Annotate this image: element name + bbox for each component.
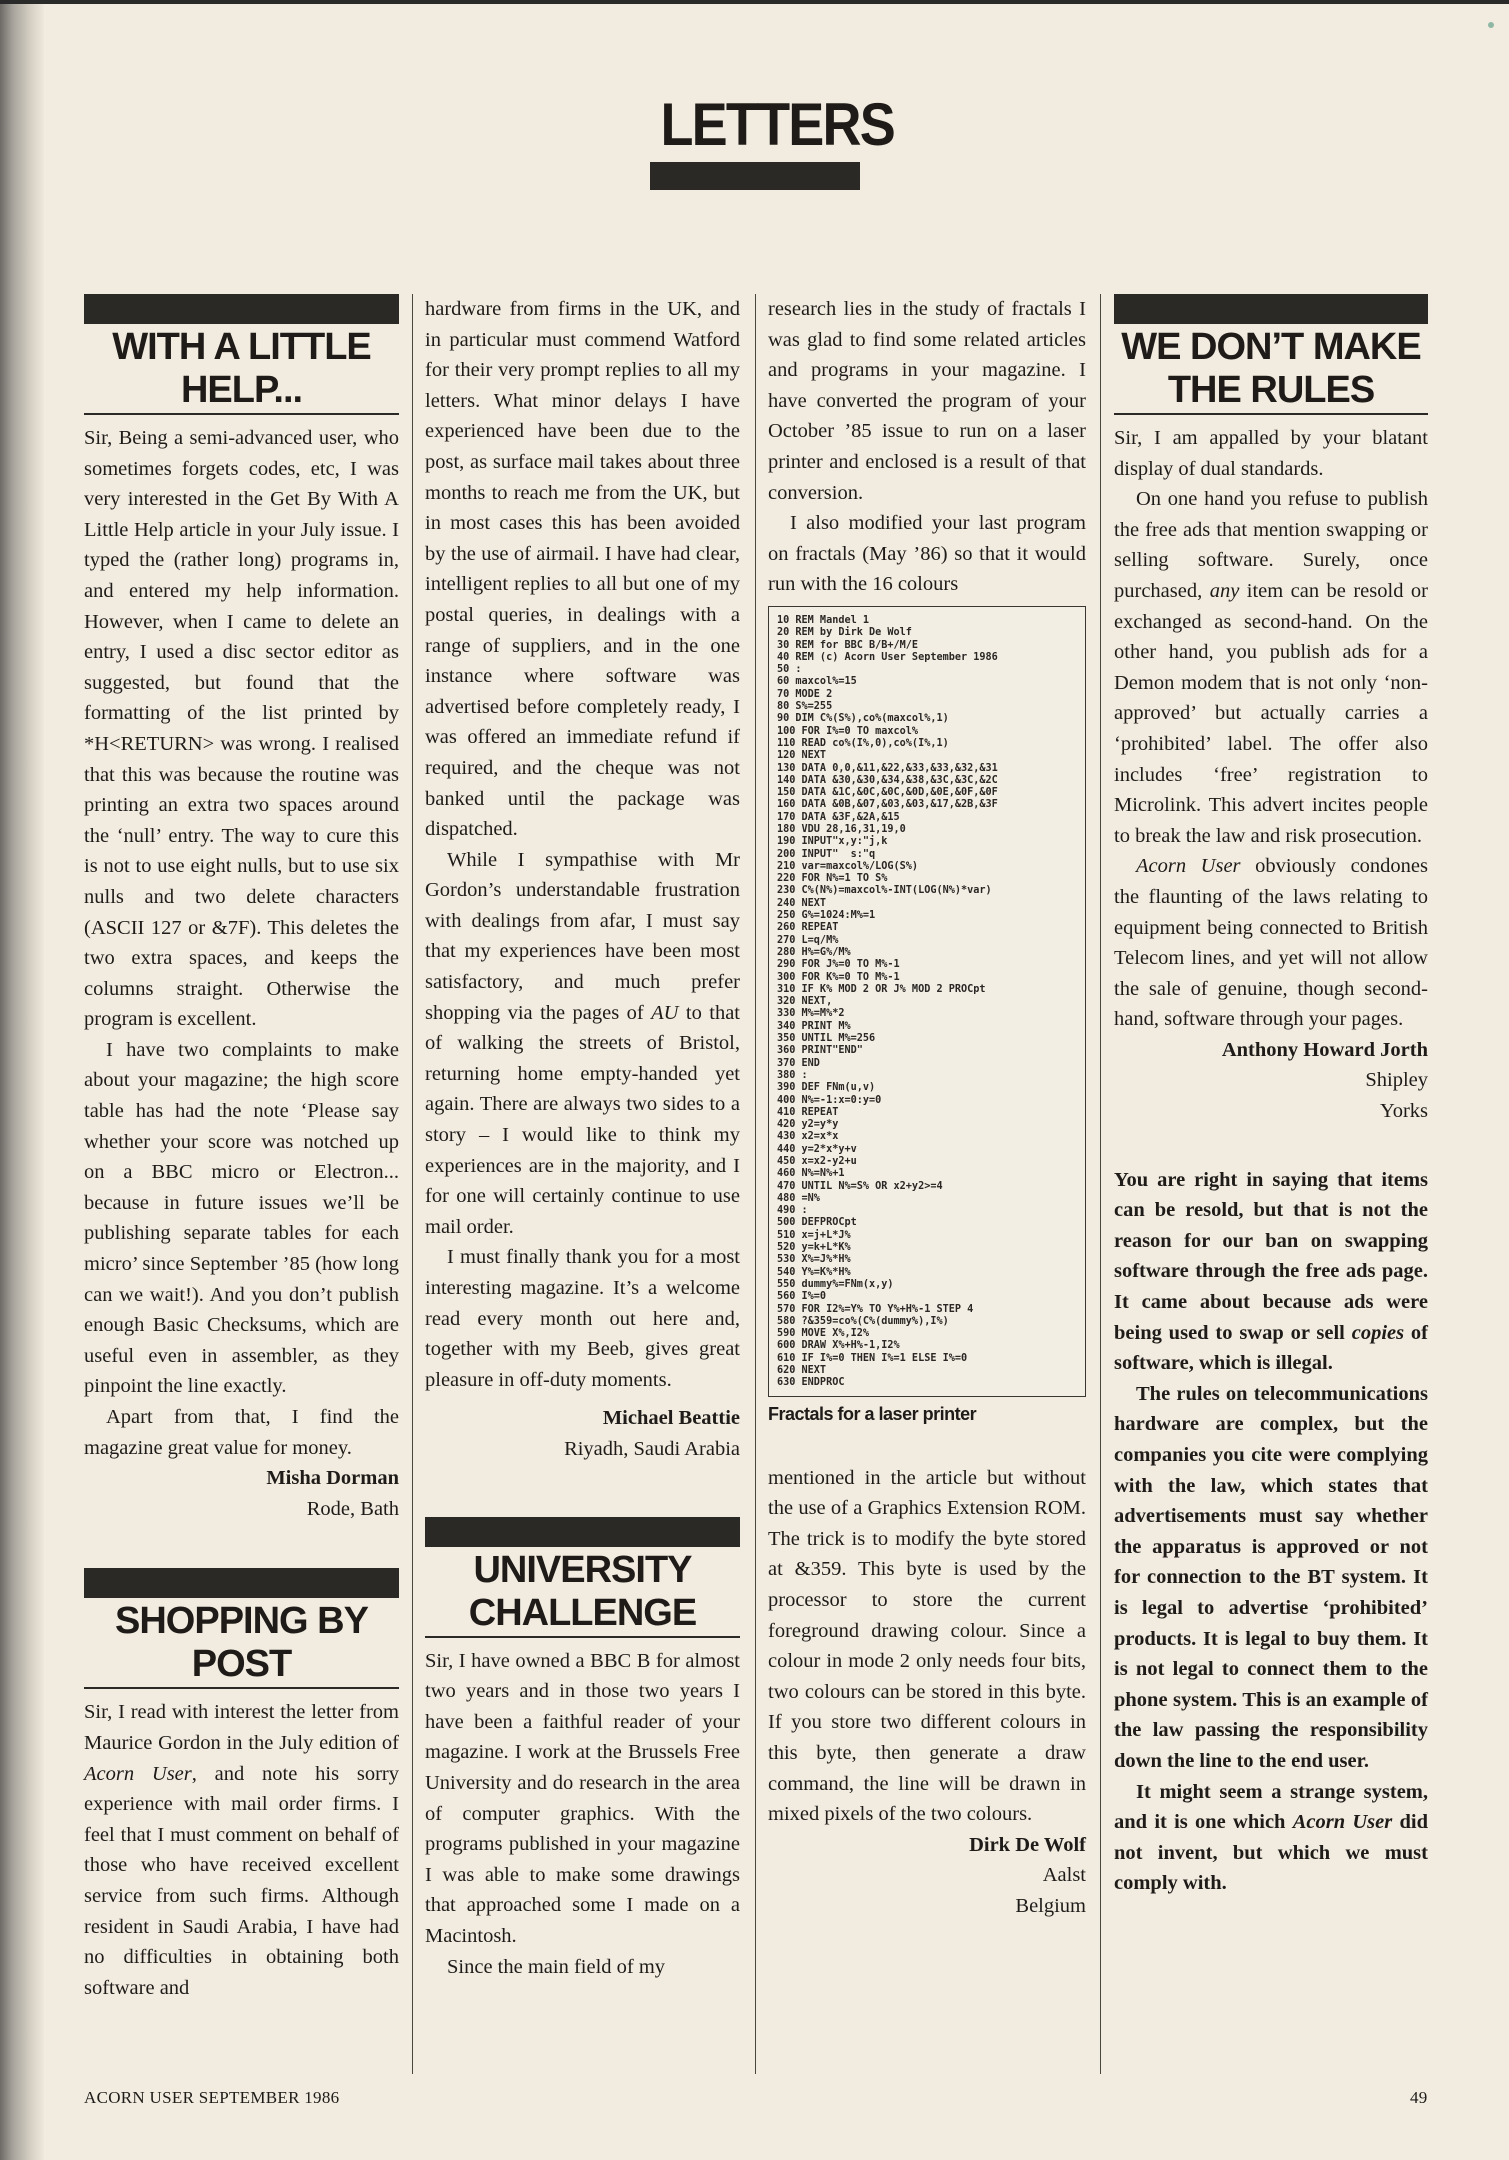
listing-line: 370 END <box>777 1057 820 1069</box>
column-2 <box>425 294 740 2084</box>
shopping-paragraph-3: I must finally thank you for a most interesting magazine. It’s a welcome read every month out here and, together with my Beeb, gives great pleasure in off-duty moments. <box>425 1246 740 1391</box>
column-3 <box>768 294 1086 2084</box>
heading-bar <box>84 1568 399 1598</box>
heading-text: SHOPPING BY POST <box>84 1598 399 1689</box>
university-paragraph-3: I also modified your last program on fractals (May ’86) so that it would run with the 16 colours <box>768 512 1086 596</box>
listing-line: 390 DEF FNm(u,v) <box>777 1082 876 1094</box>
listing-line: 550 dummy%=FNm(x,y) <box>777 1278 894 1290</box>
rules-paragraph-3: Acorn User obviously condones the flaunting of the laws relating to equipment being connected to British Telecom lines, and yet will not allow the sale of genuine, though second-hand, software through your pages. <box>1114 855 1428 1031</box>
listing-line: 70 MODE 2 <box>777 688 833 700</box>
listing-line: 170 DATA &3F,&2A,&15 <box>777 811 900 823</box>
listing-line: 610 IF I%=0 THEN I%=1 ELSE I%=0 <box>777 1352 968 1364</box>
rules-author: Anthony Howard Jorth <box>1221 1038 1428 1061</box>
rules-paragraph-1: Sir, I am appalled by your blatant display of dual standards. <box>1114 427 1428 480</box>
shopping-author: Michael Beattie <box>602 1407 740 1430</box>
column-rule <box>412 294 413 2074</box>
rules-paragraph-2: On one hand you refuse to publish the free ads that mention swapping or selling software. Surely, once purchased, any item can be resold or exchanged as second-hand. On the other hand, you publish ads for a Demon modem that is not only ‘non-approved’ but actually carries a ‘prohibited’ label. The offer also includes ‘free’ registration to Microlink. This advert incites people to break the law and risk prosecution. <box>1114 488 1428 847</box>
listing-line: 530 X%=J%*H% <box>777 1254 851 1266</box>
listing-line: 310 IF K% MOD 2 OR J% MOD 2 PROCpt <box>777 983 986 995</box>
help-paragraph-3: Apart from that, I find the magazine great value for money. <box>84 1406 399 1459</box>
heading-text: UNIVERSITY CHALLENGE <box>425 1547 740 1638</box>
listing-line: 20 REM by Dirk De Wolf <box>777 627 912 639</box>
listing-line: 510 x=j+L*J% <box>777 1229 851 1241</box>
print-dot <box>1488 22 1494 28</box>
university-author: Dirk De Wolf <box>969 1833 1086 1856</box>
footer-page-number: 49 <box>1410 2088 1428 2107</box>
column-rule <box>755 294 756 2074</box>
heading-text: WE DON’T MAKE THE RULES <box>1114 324 1428 415</box>
listing-line: 540 Y%=K%*H% <box>777 1266 851 1278</box>
listing-line: 10 REM Mandel 1 <box>777 614 870 626</box>
listing-line: 260 REPEAT <box>777 922 839 934</box>
listing-line: 190 INPUT"x,y:"j,k <box>777 836 888 848</box>
listing-line: 300 FOR K%=0 TO M%-1 <box>777 971 900 983</box>
top-border <box>0 0 1509 4</box>
listing-line: 340 PRINT M% <box>777 1020 851 1032</box>
editor-reply-3: It might seem a strange system, and it is one which Acorn User did not invent, but which we must comply with. <box>1114 1780 1429 1895</box>
heading-bar <box>425 1517 740 1547</box>
listing-line: 570 FOR I2%=Y% TO Y%+H%-1 STEP 4 <box>777 1303 974 1315</box>
university-paragraph-3-continued: mentioned in the article but without the use of a Graphics Extension ROM. The trick is to modify the byte stored at &359. This byte is used by the processor to store the current foreground drawing colour. Since a colour in mode 2 only needs four bits, two colours can be stored in this byte. If you store two different colours in this byte, then generate a draw command, the line will be drawn in mixed pixels of the two colours. <box>768 1466 1086 1826</box>
listing-line: 80 S%=255 <box>777 701 833 713</box>
listing-caption: Fractals for a laser printer <box>768 1403 977 1424</box>
listing-line: 470 UNTIL N%=S% OR x2+y2>=4 <box>777 1180 943 1192</box>
listing-line: 100 FOR I%=0 TO maxcol% <box>777 725 919 737</box>
listing-line: 520 y=k+L*K% <box>777 1242 851 1254</box>
help-paragraph-1: Sir, Being a semi-advanced user, who sometimes forgets codes, etc, I was very interested in the Get By With A Little Help article in your July issue. I typed the (rather long) programs in, and entered my help information. However, when I came to delete an entry, I used a disc sector editor as suggested, but found that the formatting of the list printed by *H<RETURN> was wrong. I realised that this was because the routine was printing an extra two spaces around the ‘null’ entry. The way to cure this is not to use eight nulls, but to use six nulls and two delete characters (ASCII 127 or &7F). This deletes the two extra spaces, and keeps the columns straight. Otherwise the program is excellent. <box>84 427 399 1031</box>
listing-line: 120 NEXT <box>777 750 827 762</box>
listing-line: 500 DEFPROCpt <box>777 1217 857 1229</box>
university-paragraph-2: Since the main field of my <box>447 1955 666 1978</box>
listing-line: 160 DATA &0B,&07,&03,&03,&17,&2B,&3F <box>777 799 998 811</box>
title-bar <box>650 162 860 190</box>
shopping-place: Riyadh, Saudi Arabia <box>564 1437 740 1460</box>
listing-line: 460 N%=N%+1 <box>777 1168 845 1180</box>
listing-line: 210 var=maxcol%/LOG(S%) <box>777 860 919 872</box>
heading-text: WITH A LITTLE HELP... <box>84 324 399 415</box>
university-place-1: Aalst <box>1042 1864 1086 1887</box>
help-author: Misha Dorman <box>266 1467 399 1490</box>
listing-line: 580 ?&359=co%(C%(dummy%),I%) <box>777 1315 949 1327</box>
listing-line: 410 REPEAT <box>777 1106 839 1118</box>
listing-line: 620 NEXT <box>777 1365 827 1377</box>
listing-line: 430 x2=x*x <box>777 1131 839 1143</box>
listing-line: 560 I%=0 <box>777 1291 827 1303</box>
listing-line: 420 y2=y*y <box>777 1119 839 1131</box>
shopping-paragraph-2: While I sympathise with Mr Gordon’s understandable frustration with dealings from afar, I must say that my experiences have been most satisfactory, and much prefer shopping via the pages of AU to that of walking the streets of Bristol, returning home empty-handed yet again. There are always two sides to a story – I would like to think my experiences are in the majority, and I for one will certainly continue to use mail order. <box>425 848 741 1238</box>
listing-line: 90 DIM C%(S%),co%(maxcol%,1) <box>777 713 949 725</box>
university-paragraph-1: Sir, I have owned a BBC B for almost two years and in those two years I have been a faithful reader of your magazine. I work at the Brussels Free University and do research in the area of computer graphics. With the programs published in your magazine I was able to make some drawings that approached some I made on a Macintosh. <box>425 1649 740 1947</box>
listing-line: 400 N%=-1:x=0:y=0 <box>777 1094 882 1106</box>
listing-line: 450 x=x2-y2+u <box>777 1156 857 1167</box>
listing-line: 380 : <box>777 1069 808 1081</box>
university-paragraph-2-continued: research lies in the study of fractals I was glad to find some related articles and programs in your magazine. I have converted the program of your October ’85 issue to run on a laser printer and enclosed is a result of that conversion. <box>768 298 1086 504</box>
listing-line: 490 : <box>777 1205 808 1217</box>
page-spine-shadow <box>0 0 44 2160</box>
letter-heading-university <box>425 1517 740 1638</box>
university-place-2: Belgium <box>1015 1894 1086 1917</box>
footer-magazine-issue: ACORN USER SEPTEMBER 1986 <box>84 2088 340 2107</box>
letter-heading-rules <box>1114 294 1428 415</box>
listing-line: 290 FOR J%=0 TO M%-1 <box>777 959 900 971</box>
help-place: Rode, Bath <box>306 1497 399 1520</box>
listing-line: 50 : <box>777 664 802 676</box>
listing-line: 320 NEXT, <box>777 996 833 1008</box>
heading-bar <box>84 294 399 324</box>
listing-line: 130 DATA 0,0,&11,&22,&33,&33,&32,&31 <box>777 762 998 774</box>
help-paragraph-2: I have two complaints to make about your magazine; the high score table has had the note ‘Please say whether your score was notched up on a BBC micro or Electron... because in future issues we’ll be publishing separate tables for each micro’ since September ’85 (how long can we wait!). And you don’t publish enough Basic Checksums, which are useful even in assembler, as they pinpoint the line exactly. <box>84 1038 399 1398</box>
listing-line: 480 =N% <box>777 1192 820 1204</box>
listing-line: 250 G%=1024:M%=1 <box>777 910 876 922</box>
heading-bar <box>1114 294 1428 324</box>
listing-line: 30 REM for BBC B/B+/M/E <box>777 639 919 651</box>
listing-line: 220 FOR N%=1 TO S% <box>777 873 888 885</box>
listing-line: 110 READ co%(I%,0),co%(I%,1) <box>777 737 949 749</box>
rules-place-1: Shipley <box>1365 1069 1428 1092</box>
page-title: LETTERS <box>660 91 894 158</box>
listing-line: 590 MOVE X%,I2% <box>777 1328 870 1340</box>
listing-line: 240 NEXT <box>777 897 827 909</box>
editor-reply-2: The rules on telecommunications hardware are complex, but the companies you cite were complying with the law, which states that advertisements must say whether the apparatus is approved or not for connection to the BT system. It is legal to advertise ‘prohibited’ products. It is legal to buy them. It is not legal to connect them to the phone system. This is an example of the law passing the responsibility down the line to the end user. <box>1114 1382 1428 1772</box>
column-1 <box>84 294 399 2084</box>
listing-line: 270 L=q/M% <box>777 934 839 946</box>
listing-line: 200 INPUT" s:"q <box>777 848 876 860</box>
shopping-paragraph-1-continued: hardware from firms in the UK, and in particular must commend Watford for their very prompt replies to all my letters. What minor delays I have experienced have been due to the post, as surface mail takes about three months to reach me from the UK, but in most cases this has been avoided by the use of airmail. I have had clear, intelligent replies to all but one of my postal queries, in dealings with a range of suppliers, and in the one instance where software was advertised before completely ready, I was offered an immediate refund if required, and the cheque was not banked until the package was dispatched. <box>425 298 740 841</box>
listing-line: 440 y=2*x*y+v <box>777 1143 857 1155</box>
section-header <box>650 91 894 190</box>
listing-line: 60 maxcol%=15 <box>777 676 857 688</box>
listing-line: 360 PRINT"END" <box>777 1045 863 1057</box>
letter-heading-shopping <box>84 1568 399 1689</box>
listing-line: 600 DRAW X%+H%-1,I2% <box>777 1340 900 1352</box>
listing-line: 330 M%=M%*2 <box>777 1008 845 1020</box>
listing-line: 630 ENDPROC <box>777 1377 845 1389</box>
column-rule <box>1100 294 1101 2074</box>
column-4 <box>1114 294 1428 2084</box>
listing-line: 180 VDU 28,16,31,19,0 <box>777 823 906 835</box>
letter-heading-help <box>84 294 399 415</box>
shopping-paragraph-1: Sir, I read with interest the letter from Maurice Gordon in the July edition of Acorn User, and note his sorry experience with mail order firms. I feel that I must comment on behalf of those who have received excellent service from such firms. Although resident in Saudi Arabia, I have had no difficulties in obtaining both software and <box>84 1701 399 1999</box>
listing-line: 350 UNTIL M%=256 <box>777 1033 876 1045</box>
listing-line: 280 H%=G%/M% <box>777 946 851 958</box>
listing-line: 140 DATA &30,&30,&34,&38,&3C,&3C,&2C <box>777 774 998 786</box>
listing-line: 230 C%(N%)=maxcol%-INT(LOG(N%)*var) <box>777 885 992 897</box>
editor-reply-1: You are right in saying that items can be resold, but that is not the reason for our ban on swapping software through the free ads page. It came about because ads were being used to swap or sell copies of software, which is illegal. <box>1114 1168 1429 1375</box>
listing-line: 150 DATA &1C,&0C,&0C,&0D,&0E,&0F,&0F <box>777 787 998 799</box>
program-listing <box>768 606 1086 1397</box>
rules-place-2: Yorks <box>1379 1100 1428 1123</box>
listing-line: 40 REM (c) Acorn User September 1986 <box>777 651 998 663</box>
